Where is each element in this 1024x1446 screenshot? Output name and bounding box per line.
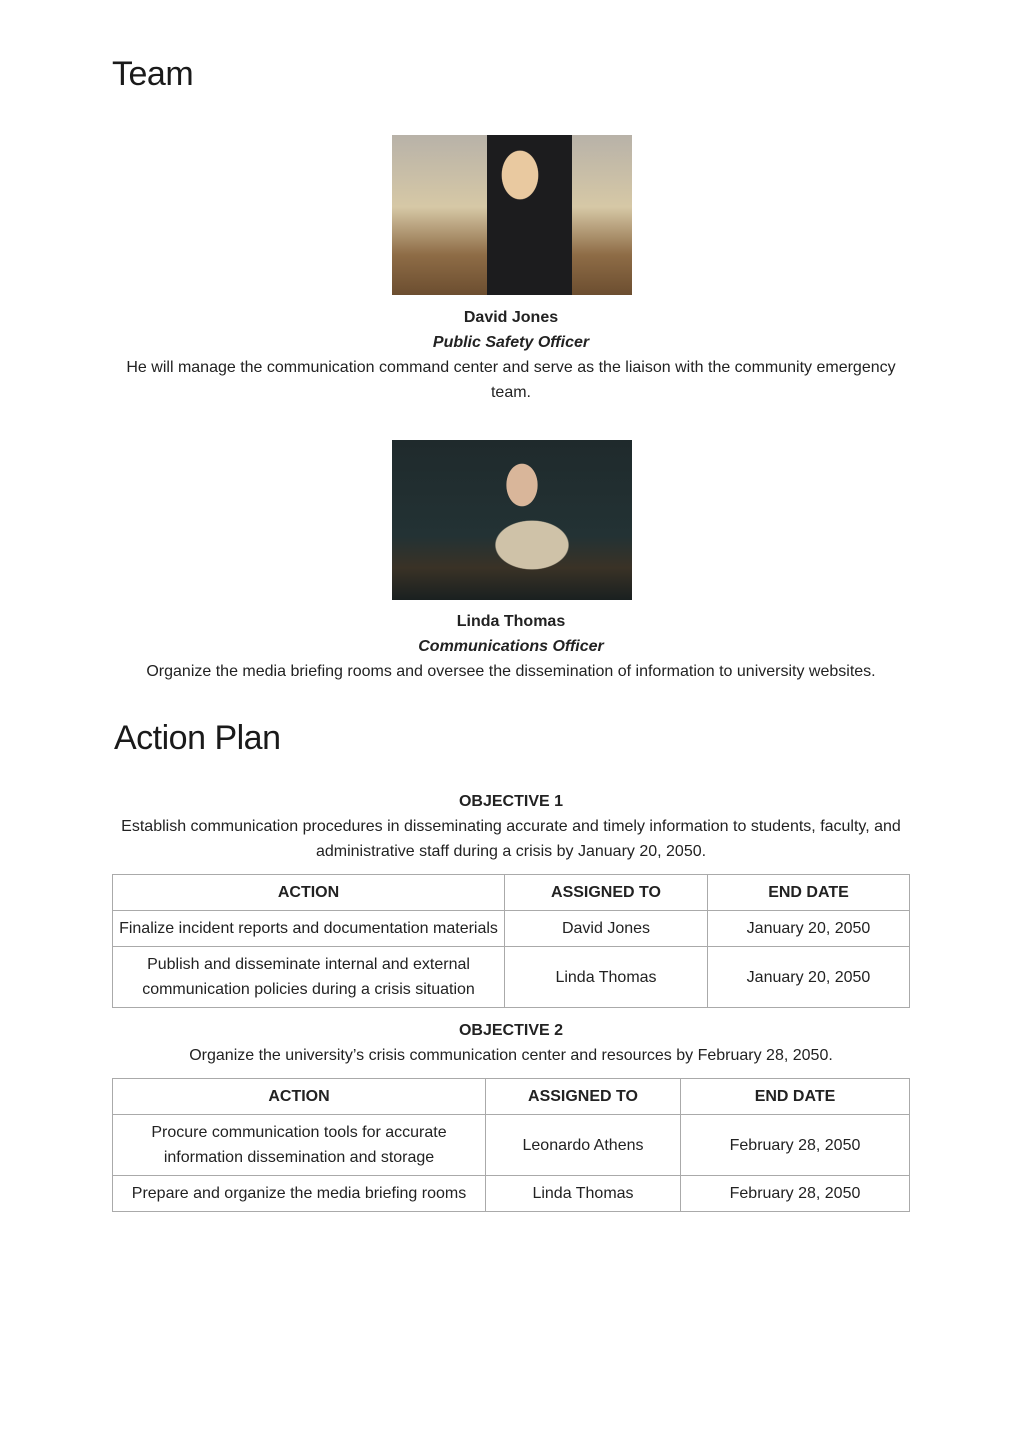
cell-assigned-to: Linda Thomas [486,1176,681,1212]
header-assigned-to: ASSIGNED TO [505,875,708,911]
member-description: He will manage the communication command center and serve as the liaison with the community emergency team. [126,359,896,401]
linda-thomas-photo [392,440,632,600]
header-end-date: END DATE [708,875,910,911]
david-jones-photo [392,135,632,295]
member-role: Communications Officer [418,638,604,655]
objective-1 [112,789,910,864]
action-plan-heading: Action Plan [114,719,281,757]
cell-end-date: February 28, 2050 [681,1176,910,1212]
table-row [113,1115,910,1176]
member-name: Linda Thomas [456,613,566,630]
team-member-1 [112,305,910,405]
cell-action: Finalize incident reports and documentation materials [113,911,505,947]
objective-2-table [112,1078,910,1212]
objective-label: OBJECTIVE 1 [458,793,564,810]
header-action: ACTION [113,1079,486,1115]
member-description: Organize the media briefing rooms and oversee the dissemination of information to university websites. [146,663,876,680]
table-header-row [113,1079,910,1115]
cell-assigned-to: David Jones [505,911,708,947]
cell-end-date: January 20, 2050 [708,947,910,1008]
cell-end-date: February 28, 2050 [681,1115,910,1176]
team-member-2 [112,609,910,684]
table-row [113,911,910,947]
cell-action: Procure communication tools for accurate information dissemination and storage [113,1115,486,1176]
cell-action: Prepare and organize the media briefing rooms [113,1176,486,1212]
objective-label: OBJECTIVE 2 [458,1022,564,1039]
objective-text: Establish communication procedures in disseminating accurate and timely information to students, faculty, and administrative staff during a crisis by January 20, 2050. [121,818,901,860]
table-row [113,947,910,1008]
header-action: ACTION [113,875,505,911]
team-heading: Team [112,55,194,93]
objective-text: Organize the university’s crisis communication center and resources by February 28, 2050. [189,1047,833,1064]
cell-assigned-to: Leonardo Athens [486,1115,681,1176]
cell-end-date: January 20, 2050 [708,911,910,947]
objective-2 [112,1018,910,1068]
member-role: Public Safety Officer [432,334,590,351]
objective-1-table [112,874,910,1008]
table-header-row [113,875,910,911]
header-end-date: END DATE [681,1079,910,1115]
table-row [113,1176,910,1212]
cell-assigned-to: Linda Thomas [505,947,708,1008]
cell-action: Publish and disseminate internal and external communication policies during a crisis situation [113,947,505,1008]
header-assigned-to: ASSIGNED TO [486,1079,681,1115]
member-name: David Jones [463,309,559,326]
